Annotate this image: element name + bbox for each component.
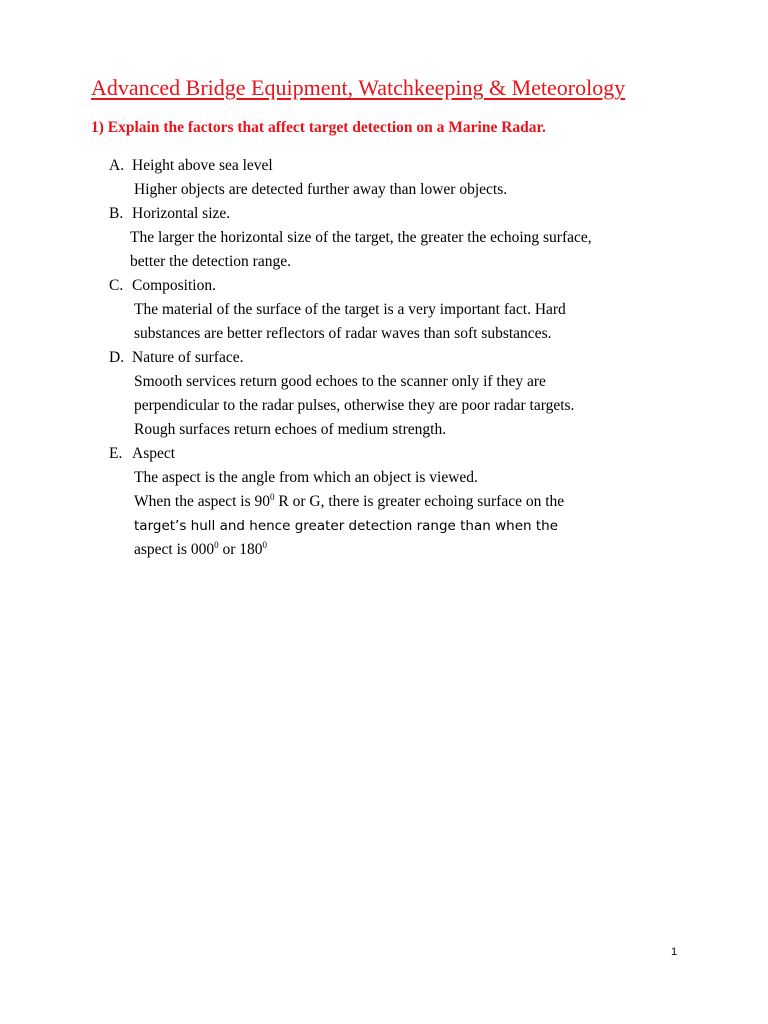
page-number: 1 <box>671 946 678 958</box>
superscript-degree: 0 <box>270 492 275 502</box>
factor-e-heading <box>109 444 175 464</box>
factor-e-line-3: target’s hull and hence greater detection range than when the <box>134 518 559 534</box>
factor-marker: E. <box>109 445 123 462</box>
factor-heading-text: Horizontal size. <box>132 205 231 222</box>
text-run: aspect is 000 <box>134 541 215 558</box>
factor-b-line-1: The larger the horizontal size of the target, the greater the echoing surface, <box>130 229 592 246</box>
factor-d-heading <box>109 348 243 368</box>
factor-c-line-2: substances are better reflectors of radar waves than soft substances. <box>134 325 552 342</box>
superscript-degree: 0 <box>214 540 219 550</box>
factor-marker: D. <box>109 349 125 366</box>
factor-heading-text: Aspect <box>132 445 176 462</box>
factor-d-line-3: Rough surfaces return echoes of medium strength. <box>134 421 447 438</box>
text-run: R or G, there is greater echoing surface on the <box>274 493 565 510</box>
factor-b-heading <box>109 204 230 224</box>
text-run: or 180 <box>218 541 263 558</box>
factor-a-heading <box>109 156 273 176</box>
factor-marker: C. <box>109 277 124 294</box>
factor-d-line-2: perpendicular to the radar pulses, otherwise they are poor radar targets. <box>134 397 575 414</box>
factor-marker: A. <box>109 157 125 174</box>
factor-heading-text: Nature of surface. <box>132 349 244 366</box>
factor-d-line-1: Smooth services return good echoes to the scanner only if they are <box>134 373 546 390</box>
superscript-degree: 0 <box>262 540 267 550</box>
question-heading: 1) Explain the factors that affect target detection on a Marine Radar. <box>91 119 546 136</box>
factor-e-line-4 <box>134 540 267 560</box>
factor-marker: B. <box>109 205 124 222</box>
document-title: Advanced Bridge Equipment, Watchkeeping & Meteorology <box>91 75 626 100</box>
factor-e-line-1: The aspect is the angle from which an object is viewed. <box>134 469 478 486</box>
factor-e-line-2 <box>134 492 564 512</box>
text-run: When the aspect is 90 <box>134 493 271 510</box>
factor-a-line-1: Higher objects are detected further away than lower objects. <box>134 181 508 198</box>
factor-c-line-1: The material of the surface of the target is a very important fact. Hard <box>134 301 566 318</box>
factor-heading-text: Height above sea level <box>132 157 273 174</box>
factor-heading-text: Composition. <box>132 277 216 294</box>
factor-c-heading <box>109 276 216 296</box>
factor-b-line-2: better the detection range. <box>130 253 291 270</box>
